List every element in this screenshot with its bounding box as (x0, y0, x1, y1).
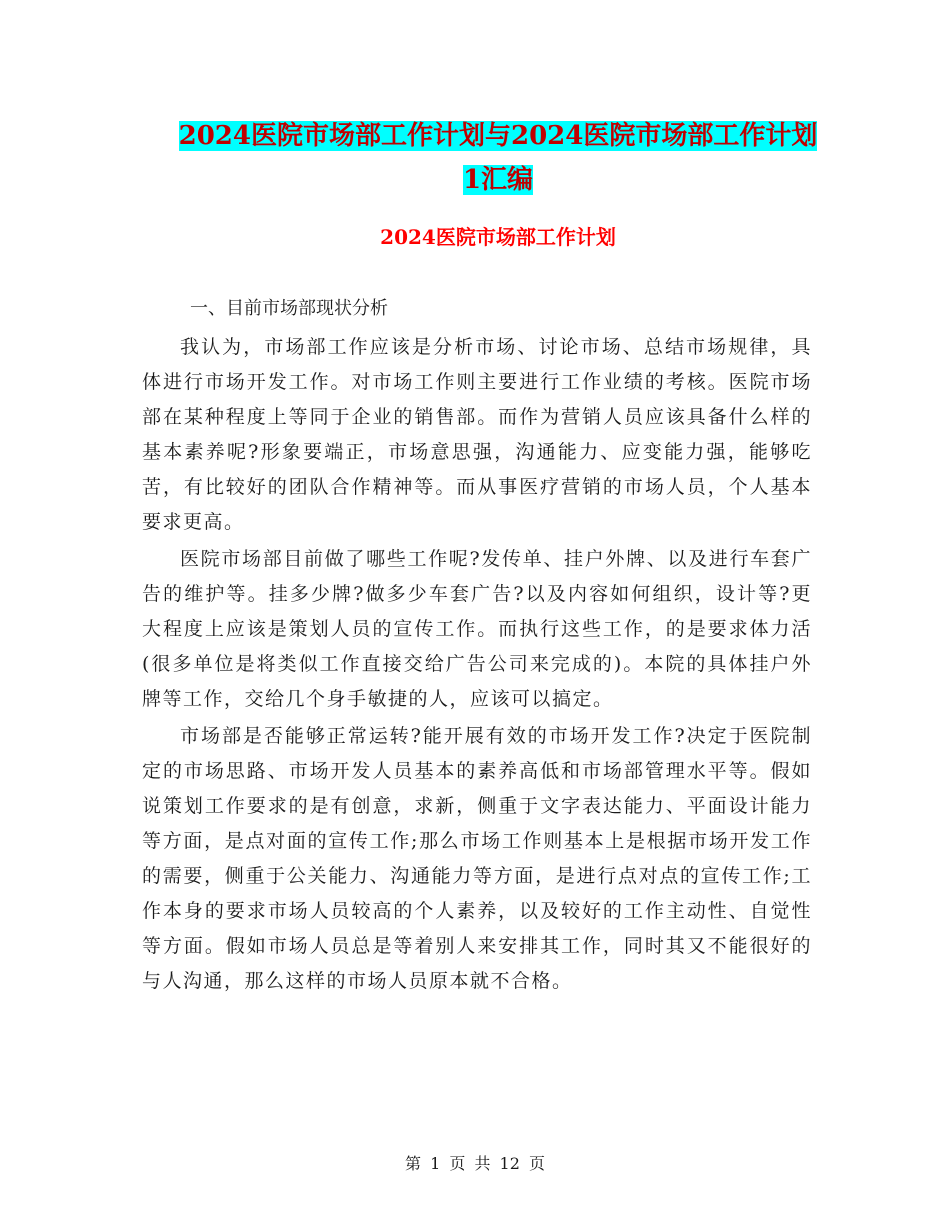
paragraph-3: 市场部是否能够正常运转?能开展有效的市场开发工作?决定于医院制定的市场思路、市场开发人员基本的素养高低和市场部管理水平等。假如说策划工作要求的是有创意，求新，侧重于文字表达能力、平面设计能力等方面，是点对面的宣传工作;那么市场工作则基本上是根据市场开发工作的需要，侧重于公关能力、沟通能力等方面，是进行点对点的宣传工作;工作本身的要求市场人员较高的个人素养，以及较好的工作主动性、自觉性等方面。假如市场人员总是等着别人来安排其工作，同时其又不能很好的与人沟通，那么这样的市场人员原本就不合格。 (142, 725, 812, 992)
document-body (142, 330, 812, 1001)
paragraph-2: 医院市场部目前做了哪些工作呢?发传单、挂户外牌、以及进行车套广告的维护等。挂多少牌?做多少车套广告?以及内容如何组织，设计等?更大程度上应该是策划人员的宣传工作。而执行这些工作，的是要求体力活(很多单位是将类似工作直接交给广告公司来完成的)。本院的具体挂户外牌等工作，交给几个身手敏捷的人，应该可以搞定。 (142, 548, 812, 710)
page-footer: 第 1 页 共 12 页 (405, 1154, 545, 1173)
document-title-line2: 1汇编 (462, 165, 534, 195)
section-heading: 一、目前市场部现状分析 (190, 298, 388, 319)
document-title-line1: 2024医院市场部工作计划与2024医院市场部工作计划 (178, 121, 818, 151)
document-title (140, 114, 856, 202)
section-title: 2024医院市场部工作计划 (380, 225, 616, 249)
paragraph-1: 我认为，市场部工作应该是分析市场、讨论市场、总结市场规律，具体进行市场开发工作。对市场工作则主要进行工作业绩的考核。医院市场部在某种程度上等同于企业的销售部。而作为营销人员应该具备什么样的基本素养呢?形象要端正，市场意思强，沟通能力、应变能力强，能够吃苦，有比较好的团队合作精神等。而从事医疗营销的市场人员，个人基本要求更高。 (142, 336, 812, 533)
